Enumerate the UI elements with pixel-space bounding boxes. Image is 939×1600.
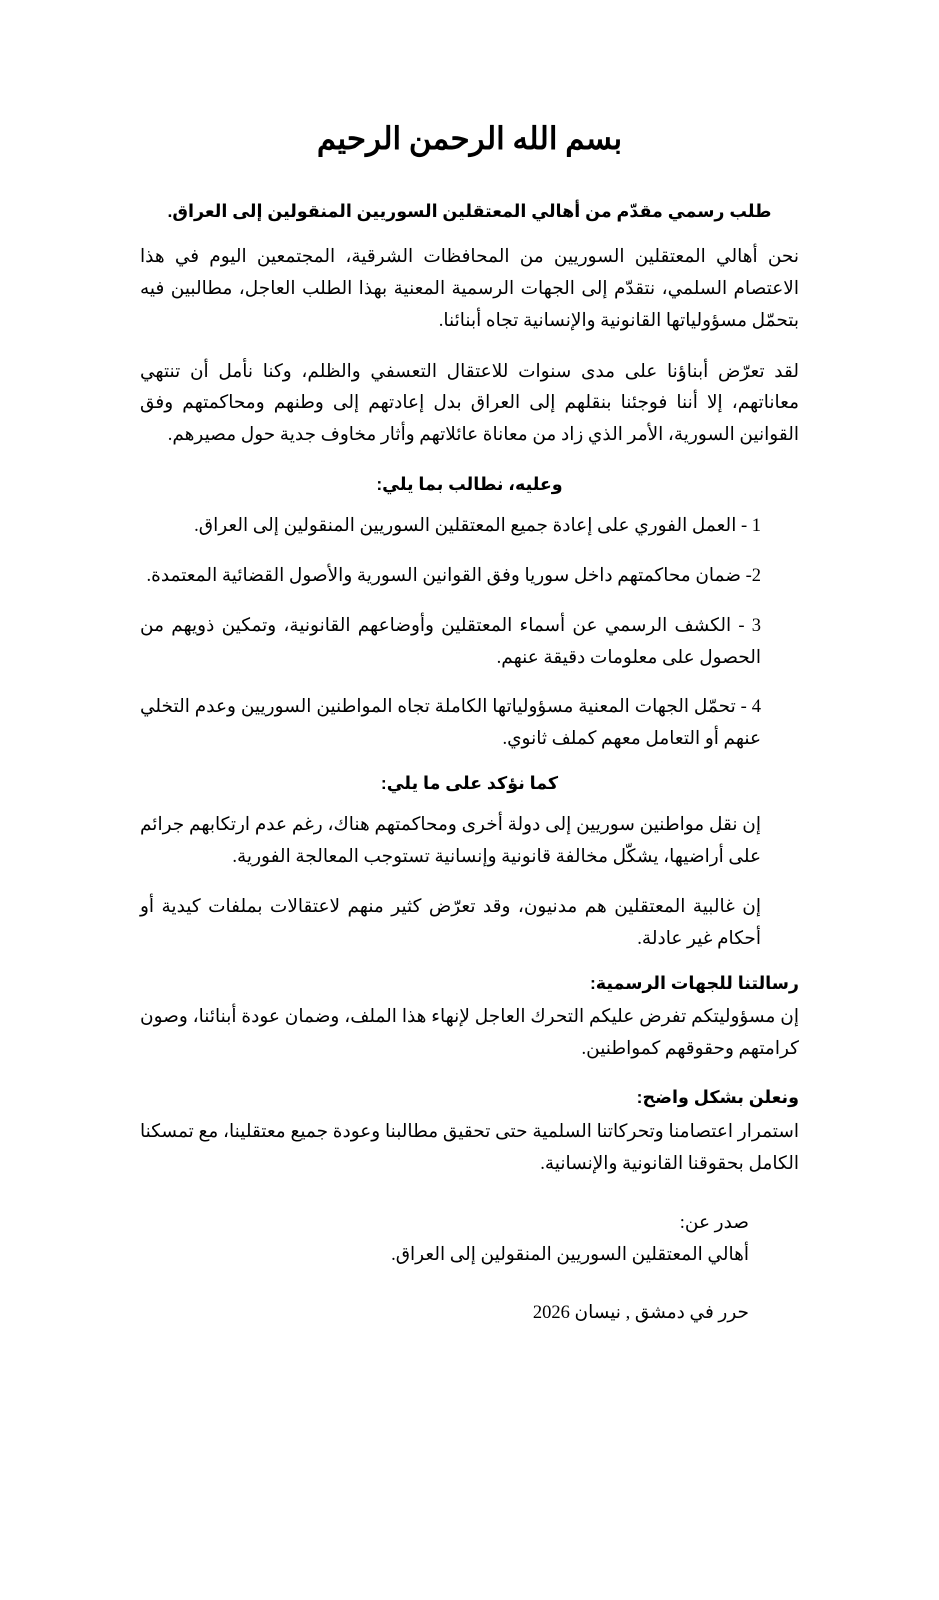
intro-paragraph: نحن أهالي المعتقلين السوريين من المحافظات الشرقية، المجتمعين اليوم في هذا الاعتصام السلمي، نتقدّم إلى الجهات الرسمية المعنية بهذا الطلب العاجل، مطالبين فيه بتحمّل مسؤولياتها القانونية والإنسانية تجاه أبنائنا. [140, 247, 799, 331]
declaration-heading: ونعلن بشكل واضح: [636, 1087, 799, 1108]
document-title: طلب رسمي مقدّم من أهالي المعتقلين السوريين المنقولين إلى العراق. [167, 200, 772, 221]
assertion-item-1: إن نقل مواطنين سوريين إلى دولة أخرى ومحاكمتهم هناك، رغم عدم ارتكابهم جرائم على أراضيها، يشكّل مخالفة قانونية وإنسانية تستوجب المعالجة الفورية. [140, 815, 761, 868]
demands-heading: وعليه، نطالب بما يلي: [376, 473, 563, 494]
demand-item-4: 4 - تحمّل الجهات المعنية مسؤولياتها الكاملة تجاه المواطنين السوريين وعدم التخلي عنهم أو التعامل معهم كملف ثانوي. [140, 697, 761, 750]
issued-by-value: أهالي المعتقلين السوريين المنقولين إلى العراق. [391, 1245, 749, 1266]
demand-item-1: 1 - العمل الفوري على إعادة جميع المعتقلين السوريين المنقولين إلى العراق. [194, 516, 761, 537]
basmala-heading: بسم الله الرحمن الرحيم [316, 121, 623, 156]
demands-list [140, 511, 799, 756]
signature-block [140, 1208, 799, 1329]
demand-item-3: 3 - الكشف الرسمي عن أسماء المعتقلين وأوضاعهم القانونية، وتمكين ذويهم من الحصول على معلومات دقيقة عنهم. [140, 615, 761, 668]
issued-by-label: صدر عن: [679, 1213, 749, 1234]
place-and-date: حرر في دمشق , نيسان 2026 [532, 1302, 749, 1323]
assertions-heading: كما نؤكد على ما يلي: [380, 773, 559, 794]
official-message-paragraph: إن مسؤوليتكم تفرض عليكم التحرك العاجل لإنهاء هذا الملف، وضمان عودة أبنائنا، وصون كرامتهم وحقوقهم كمواطنين. [140, 1006, 799, 1059]
official-message-heading: رسالتنا للجهات الرسمية: [589, 972, 799, 993]
grievance-paragraph: لقد تعرّض أبناؤنا على مدى سنوات للاعتقال التعسفي والظلم، وكنا نأمل أن تنتهي معاناتهم، إلا أننا فوجئنا بنقلهم إلى العراق بدل إعادتهم إلى وطنهم ومحاكمتهم وفق القوانين السورية، الأمر الذي زاد من معاناة عائلاتهم وأثار مخاوف جدية حول مصيرهم. [140, 361, 799, 446]
assertions-list [140, 810, 799, 955]
declaration-paragraph: استمرار اعتصامنا وتحركاتنا السلمية حتى تحقيق مطالبنا وعودة جميع معتقلينا، مع تمسكنا الكامل بحقوقنا القانونية والإنسانية. [140, 1121, 799, 1174]
assertion-item-2: إن غالبية المعتقلين هم مدنيون، وقد تعرّض كثير منهم لاعتقالات بملفات كيدية أو أحكام غير عادلة. [140, 896, 761, 949]
demand-item-2: 2- ضمان محاكمتهم داخل سوريا وفق القوانين السورية والأصول القضائية المعتمدة. [146, 566, 761, 587]
